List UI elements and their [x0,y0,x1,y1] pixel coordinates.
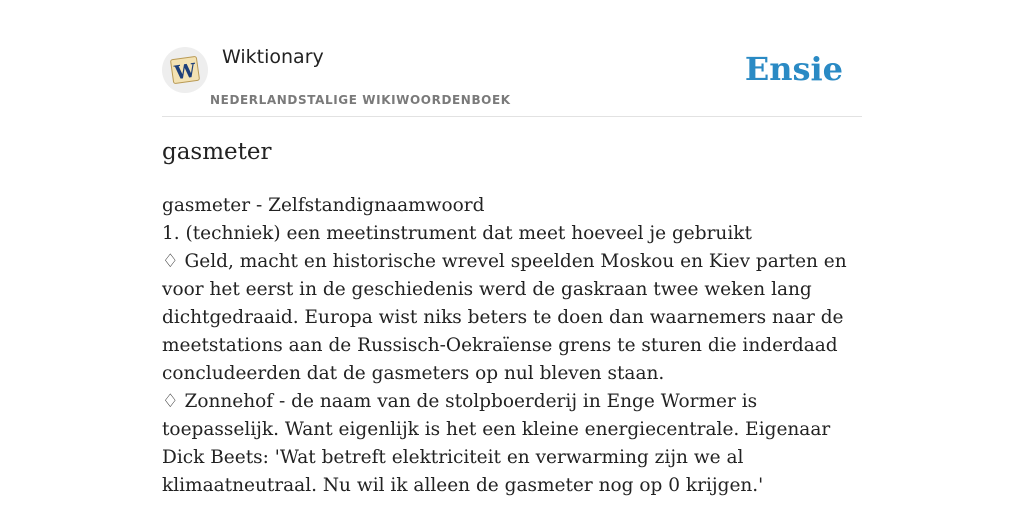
entry-definition: 1. (techniek) een meetinstrument dat meet hoeveel je gebruikt [162,223,752,244]
entry-body [162,192,872,500]
page-title: gasmeter [162,139,272,165]
site-name[interactable]: Wiktionary [222,46,324,68]
entry-example-1: ♢ Geld, macht en historische wrevel speelden Moskou en Kiev parten en voor het eerst in de geschiedenis werd de gaskraan twee weken lang dichtgedraaid. Europa wist niks beters te doen dan waarnemers naar de meetstations aan de Russisch-Oekraïense grens te sturen die inderdaad concludeerden dat de gasmeters op nul bleven staan. [162,251,847,384]
entry-heading-line: gasmeter - Zelfstandignaamwoord [162,195,485,216]
ensie-brand-logo[interactable]: Ensie [744,50,843,88]
main-content [162,0,862,496]
wiktionary-logo-icon[interactable] [162,47,208,93]
entry-example-2: ♢ Zonnehof - de naam van de stolpboerderij in Enge Wormer is toepasselijk. Want eigenlijk is het een kleine energiecentrale. Eigenaar Dick Beets: 'Wat betreft elektriciteit en verwarming zijn we al klimaatneutraal. Nu wil ik alleen de gasmeter nog op 0 krijgen.' [162,391,831,496]
site-tagline: NEDERLANDSTALIGE WIKIWOORDENBOEK [210,93,511,107]
site-header [162,0,862,117]
svg-text:W: W [173,59,198,85]
w-tile-icon [167,52,203,88]
